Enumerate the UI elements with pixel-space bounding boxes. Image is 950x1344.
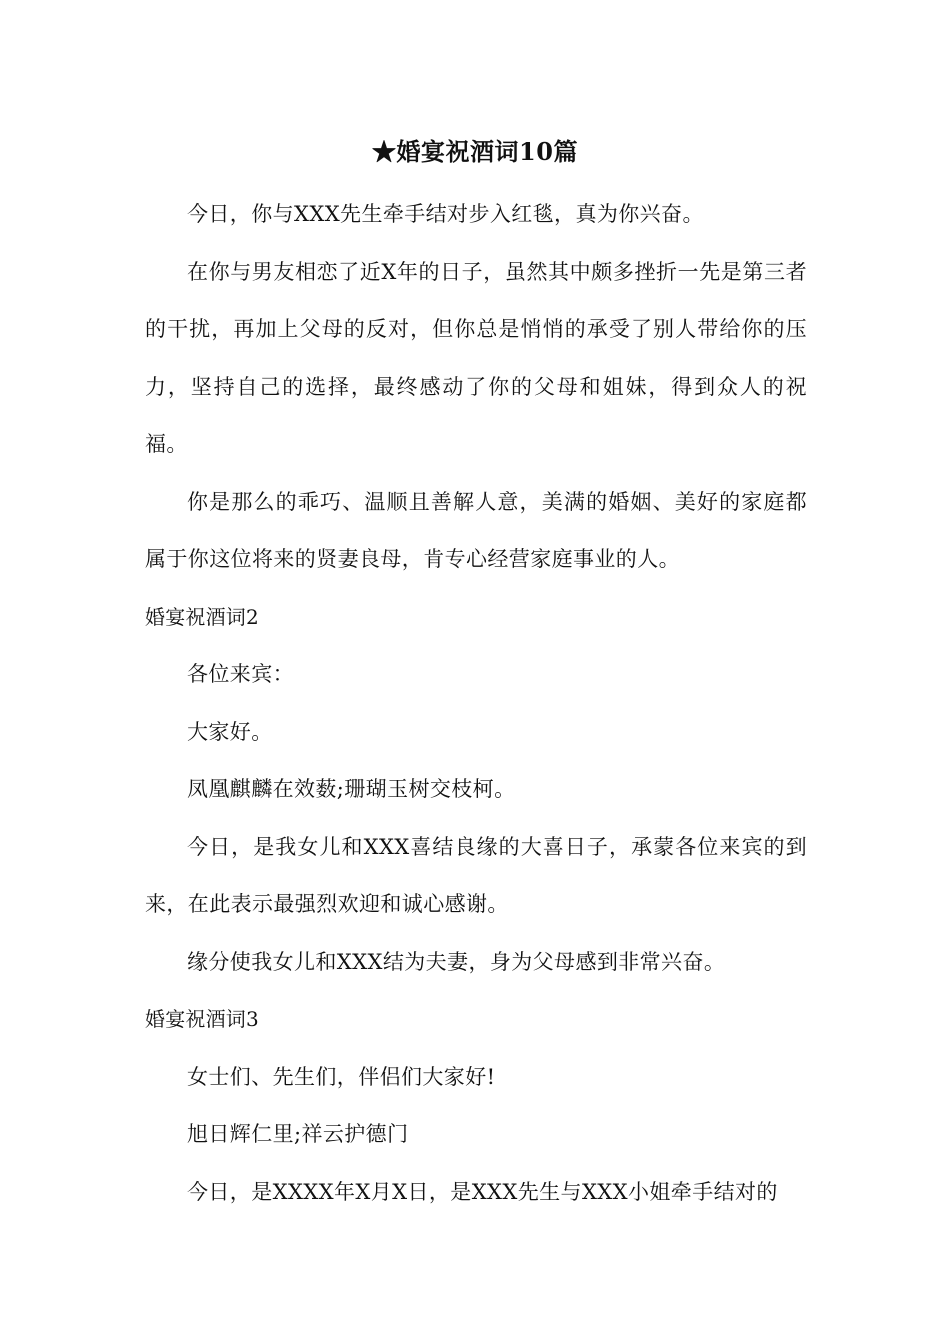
section-heading: 婚宴祝酒词2 bbox=[145, 604, 259, 629]
paragraph: 今日，你与XXX先生牵手结对步入红毯，真为你兴奋。 bbox=[187, 202, 704, 226]
paragraph: 凤凰麒麟在效薮;珊瑚玉树交枝柯。 bbox=[187, 777, 516, 801]
paragraph: 缘分使我女儿和XXX结为夫妻，身为父母感到非常兴奋。 bbox=[187, 949, 726, 974]
paragraph: 今日，是我女儿和XXX喜结良缘的大喜日子，承蒙各位来宾的到来，在此表示最强烈欢迎和诚心感谢。 bbox=[145, 834, 807, 916]
section-heading: 婚宴祝酒词3 bbox=[145, 1007, 259, 1031]
paragraph: 今日，是XXXX年X月X日，是XXX先生与XXX小姐牵手结对的 bbox=[187, 1179, 778, 1204]
paragraph: 女士们、先生们，伴侣们大家好! bbox=[187, 1064, 496, 1089]
document-title: ★婚宴祝酒词10篇 bbox=[372, 137, 578, 166]
document-body bbox=[145, 200, 807, 1221]
paragraph: 你是那么的乖巧、温顺且善解人意，美满的婚姻、美好的家庭都属于你这位将来的贤妻良母，肯专心经营家庭事业的人。 bbox=[145, 489, 807, 571]
paragraph: 在你与男友相恋了近X年的日子，虽然其中颇多挫折一先是第三者的干扰，再加上父母的反对，但你总是悄悄的承受了别人带给你的压力，坚持自己的选择，最终感动了你的父母和姐妹，得到众人的祝福。 bbox=[145, 259, 807, 456]
paragraph: 旭日辉仁里;祥云护德门 bbox=[187, 1122, 409, 1146]
paragraph: 大家好。 bbox=[187, 719, 273, 744]
paragraph: 各位来宾： bbox=[187, 662, 294, 686]
